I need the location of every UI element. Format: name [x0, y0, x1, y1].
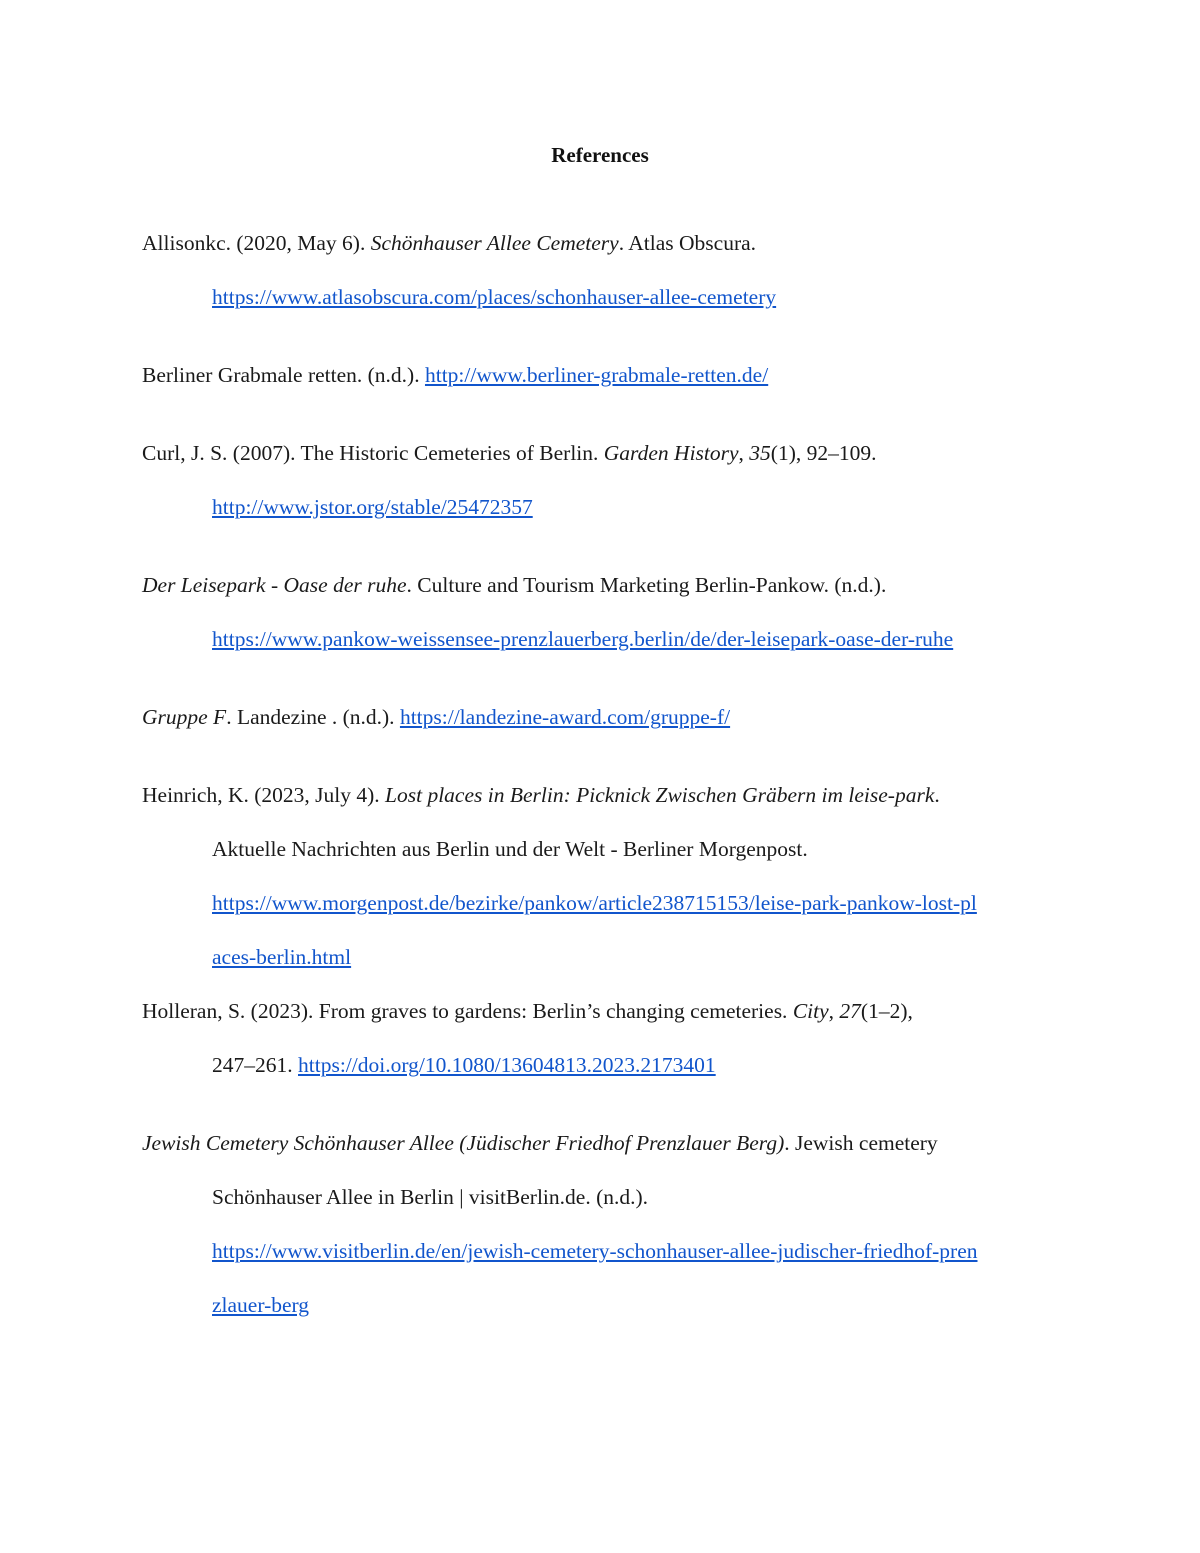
reference-source-line: Aktuelle Nachrichten aus Berlin und der Welt - Berliner Morgenpost. — [212, 837, 808, 861]
reference-volume: 35 — [749, 441, 771, 465]
reference-url-line — [212, 1224, 1062, 1278]
reference-source: . Culture and Tourism Marketing Berlin-Pankow. (n.d.). — [406, 573, 887, 597]
reference-text: Holleran, S. (2023). From graves to gardens: Berlin’s changing cemeteries. — [142, 999, 793, 1023]
reference-text: Berliner Grabmale retten. (n.d.). — [142, 363, 425, 387]
reference-url-line — [212, 1038, 1062, 1092]
reference-journal: Garden History — [603, 441, 739, 465]
reference-url-line — [212, 480, 1062, 534]
reference-link-continued[interactable]: zlauer-berg — [212, 1293, 310, 1317]
reference-issue: (1–2), — [860, 999, 913, 1023]
reference-url-line — [212, 876, 1062, 930]
reference-separator: , — [828, 999, 840, 1023]
reference-url-line — [212, 270, 1062, 324]
reference-separator: , — [738, 441, 750, 465]
reference-text: Curl, J. S. (2007). The Historic Cemeteries of Berlin. — [142, 441, 604, 465]
reference-link[interactable]: http://www.berliner-grabmale-retten.de/ — [424, 363, 769, 387]
reference-title: Schönhauser Allee Cemetery — [370, 231, 619, 255]
reference-journal: City — [792, 999, 829, 1023]
reference-entry-heinrich — [142, 768, 1062, 984]
reference-link[interactable]: http://www.jstor.org/stable/25472357 — [212, 495, 533, 519]
reference-entry-curl — [142, 426, 1062, 534]
reference-url-line — [212, 930, 1062, 984]
reference-title: Jewish Cemetery Schönhauser Allee (Jüdischer Friedhof Prenzlauer Berg) — [142, 1131, 785, 1155]
reference-source: . Atlas Obscura. — [618, 231, 757, 255]
reference-first-line — [142, 1116, 1062, 1170]
page-title: References — [551, 143, 649, 167]
reference-author: Heinrich, K. (2023, July 4). — [142, 783, 386, 807]
reference-link[interactable]: https://www.atlasobscura.com/places/schonhauser-allee-cemetery — [212, 285, 777, 309]
reference-first-line — [142, 348, 1062, 402]
reference-source-line: Schönhauser Allee in Berlin | visitBerlin.de. (n.d.). — [212, 1185, 649, 1209]
reference-first-line — [142, 426, 1062, 480]
reference-entry-gruppe-f — [142, 690, 1062, 744]
reference-list — [142, 216, 1062, 1356]
reference-entry-allisonkc — [142, 216, 1062, 324]
reference-source: . Landezine . (n.d.). — [226, 705, 400, 729]
reference-first-line — [142, 984, 1062, 1038]
reference-link-continued[interactable]: aces-berlin.html — [212, 945, 352, 969]
reference-url-line — [212, 1278, 1062, 1332]
reference-link[interactable]: https://www.pankow-weissensee-prenzlauerberg.berlin/de/der-leisepark-oase-der-ruhe — [212, 627, 954, 651]
reference-link[interactable]: https://landezine-award.com/gruppe-f/ — [399, 705, 731, 729]
reference-entry-grabmale — [142, 348, 1062, 402]
reference-entry-jewish-cemetery — [142, 1116, 1062, 1332]
reference-link[interactable]: https://www.morgenpost.de/bezirke/pankow/article238715153/leise-park-pankow-lost-pl — [212, 891, 977, 915]
reference-author: Allisonkc. (2020, May 6). — [142, 231, 371, 255]
reference-source: . Jewish cemetery — [784, 1131, 938, 1155]
reference-first-line — [142, 690, 1062, 744]
reference-entry-holleran — [142, 984, 1062, 1092]
reference-first-line — [142, 558, 1062, 612]
reference-pages: (1), 92–109. — [770, 441, 877, 465]
reference-volume: 27 — [839, 999, 861, 1023]
reference-first-line — [142, 216, 1062, 270]
reference-first-line — [142, 768, 1062, 822]
reference-pages: 247–261. — [212, 1053, 298, 1077]
reference-link[interactable]: https://doi.org/10.1080/13604813.2023.2173401 — [298, 1053, 716, 1077]
reference-title: Gruppe F — [142, 705, 227, 729]
reference-entry-leisepark — [142, 558, 1062, 666]
reference-title: Lost places in Berlin: Picknick Zwischen Gräbern im leise-park — [385, 783, 935, 807]
reference-url-line — [212, 612, 1062, 666]
reference-link[interactable]: https://www.visitberlin.de/en/jewish-cemetery-schonhauser-allee-judischer-friedhof-pren — [212, 1239, 978, 1263]
reference-punctuation: . — [934, 783, 940, 807]
reference-title: Der Leisepark - Oase der ruhe — [142, 573, 407, 597]
